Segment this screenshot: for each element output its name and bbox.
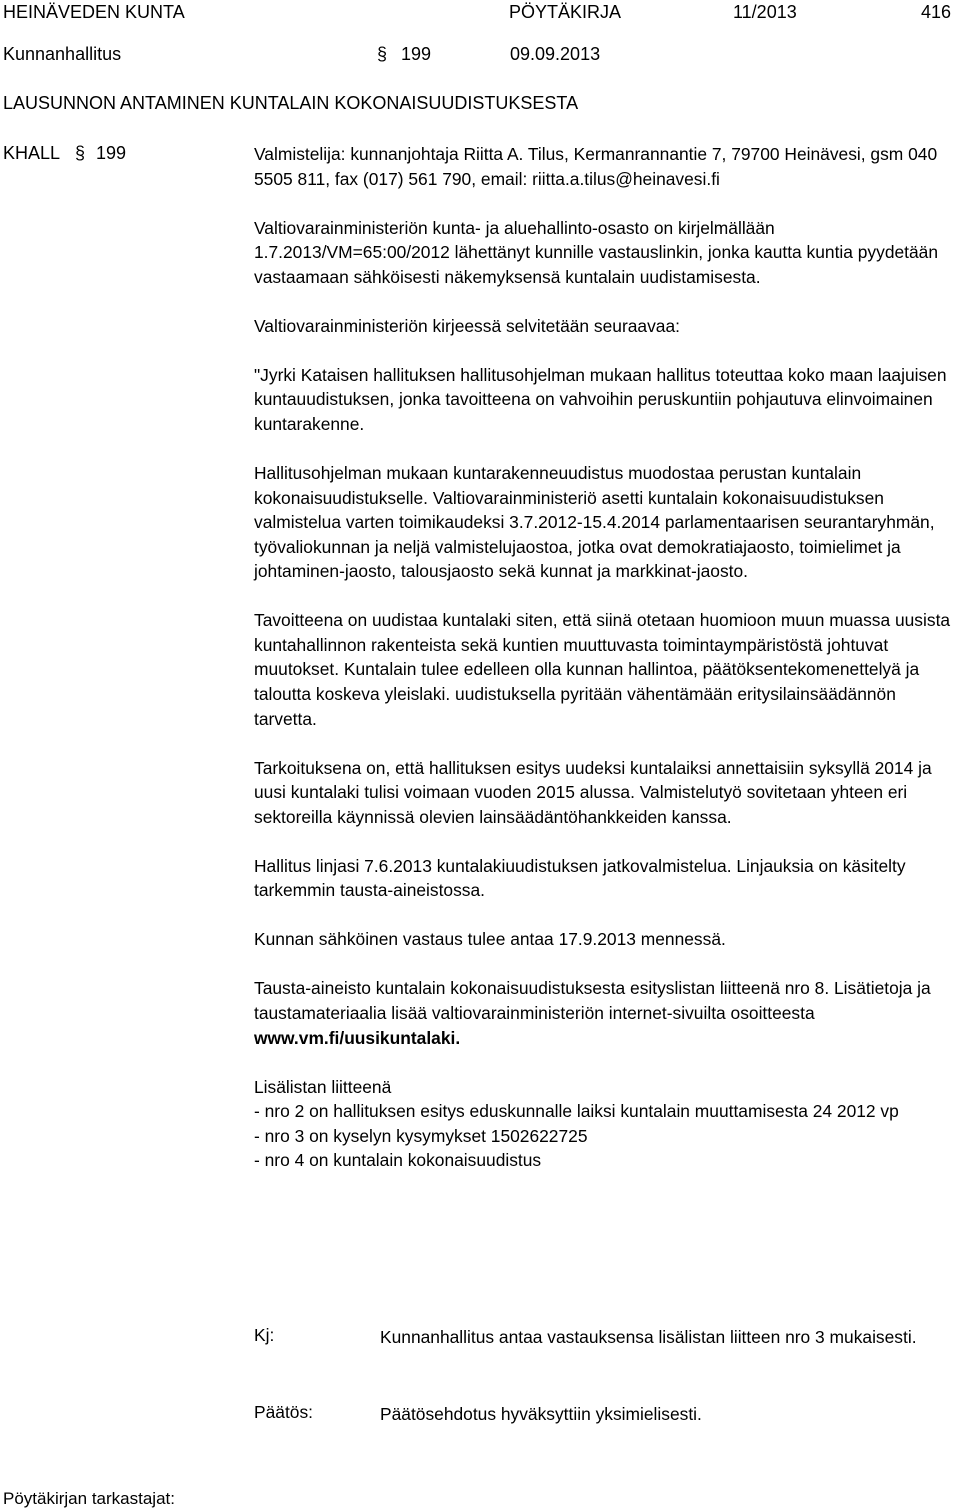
- header-section-number: 199: [401, 44, 432, 64]
- appendix-item: - nro 4 on kuntalain kokonaisuudistus: [254, 1150, 542, 1171]
- header-doc-type: PÖYTÄKIRJA: [509, 2, 622, 22]
- paragraph-quote-2: Hallitusohjelman mukaan kuntarakenneuudistus muodostaa perustan kuntalain kokonaisuudistukselle. Valtiovarainministeriö asetti kuntalain kokonaisuudistuksen valmistelua varten toimikaudeksi 3.7.2012-15.4.2014 parlamentaarisen seurantaryhmän, työvaliokunnan ja neljä valmistelujaostoa, jotka ovat demokratiajaosto, toimielimet ja johtaminen-jaosto, talousjaosto sekä kunnat ja markkinat-jaosto.: [254, 462, 935, 582]
- paragraph-deadline: Kunnan sähköinen vastaus tulee antaa 17.9.2013 mennessä.: [254, 929, 726, 950]
- proposal-text: Kunnanhallitus antaa vastauksensa lisälistan liitteen nro 3 mukaisesti.: [380, 1327, 917, 1347]
- paragraph-letter: Valtiovarainministeriön kunta- ja aluehallinto-osasto on kirjelmällään 1.7.2013/VM=65:00/2012 lähettänyt kunnille vastauslinkin, jonka kautta kuntia pyydetään vastaamaan sähköisesti näkemyksensä kuntalain uudistamisesta.: [254, 217, 939, 287]
- header-page-number: 416: [921, 2, 952, 22]
- paragraph-attachment: [254, 976, 954, 1050]
- proposal-label: Kj:: [254, 1325, 275, 1345]
- appendix-item: - nro 3 on kyselyn kysymykset 1502622725: [254, 1125, 588, 1146]
- section-ref-sign: §: [75, 143, 86, 163]
- paragraph-quote-1: "Jyrki Kataisen hallituksen hallitusohjelman mukaan hallitus toteuttaa koko maan laajuisen kuntauudistuksen, jonka tavoitteena on vahvoihin peruskuntiin pohjautuva elinvoimainen kuntarakenne.: [254, 364, 947, 434]
- section-ref-label: KHALL: [3, 143, 61, 163]
- body-text: [254, 142, 954, 1173]
- page-title: LAUSUNNON ANTAMINEN KUNTALAIN KOKONAISUUDISTUKSESTA: [3, 93, 579, 113]
- appendix-heading: Lisälistan liitteenä: [254, 1076, 392, 1097]
- header-section-sign: §: [377, 44, 388, 64]
- vm-link[interactable]: www.vm.fi/uusikuntalaki.: [254, 1027, 461, 1048]
- paragraph-intro: Valtiovarainministeriön kirjeessä selvitetään seuraavaa:: [254, 315, 680, 336]
- decision-label: Päätös:: [254, 1402, 313, 1422]
- paragraph-quote-5: Hallitus linjasi 7.6.2013 kuntalakiuudistuksen jatkovalmistelua. Linjauksia on käsitelty tarkemmin tausta-aineistossa.: [254, 855, 906, 901]
- attachment-text: Tausta-aineisto kuntalain kokonaisuudistuksesta esityslistan liitteenä nro 8. Lisätietoja ja taustamateriaalia lisää valtiovarainministeriön internet-sivuilta osoitteesta: [254, 978, 931, 1023]
- appendix-item: - nro 2 on hallituksen esitys eduskunnalle laiksi kuntalain muuttamisesta 24 2012 vp: [254, 1101, 899, 1122]
- footer-reviewers-label: Pöytäkirjan tarkastajat:: [3, 1489, 175, 1508]
- decision-text: Päätösehdotus hyväksyttiin yksimielisesti.: [380, 1404, 702, 1424]
- header-doc-number: 11/2013: [733, 2, 797, 22]
- paragraph-quote-3: Tavoitteena on uudistaa kuntalaki siten, että siinä otetaan huomioon muun muassa uusista kuntahallinnon rakenteista sekä kuntien muuttuvasta toimintaympäristöstä johtuvat muutokset. Kuntalain tulee edelleen olla kunnan hallintoa, päätöksentekomenettelyä ja taloutta koskeva yleislaki. uudistuksella pyritään vähentämään eritysilainsäädännön tarvetta.: [254, 610, 951, 729]
- header-date: 09.09.2013: [510, 44, 601, 64]
- section-ref-number: 199: [96, 143, 127, 163]
- paragraph-preparer: Valmistelija: kunnanjohtaja Riitta A. Tilus, Kermanrannantie 7, 79700 Heinävesi, gsm 040 5505 811, fax (017) 561 790, email: riitta.a.tilus@heinavesi.fi: [254, 144, 938, 189]
- paragraph-quote-4: Tarkoituksena on, että hallituksen esitys uudeksi kuntalaiksi annettaisiin syksyllä 2014 ja uusi kuntalaki tulisi voimaan vuoden 2015 alussa. Valmistelutyö sovitetaan yhteen eri sektoreilla käynnissä olevien lainsäädäntöhankkeiden kanssa.: [254, 757, 932, 827]
- header-org: HEINÄVEDEN KUNTA: [3, 2, 185, 22]
- header-body-name: Kunnanhallitus: [3, 44, 122, 64]
